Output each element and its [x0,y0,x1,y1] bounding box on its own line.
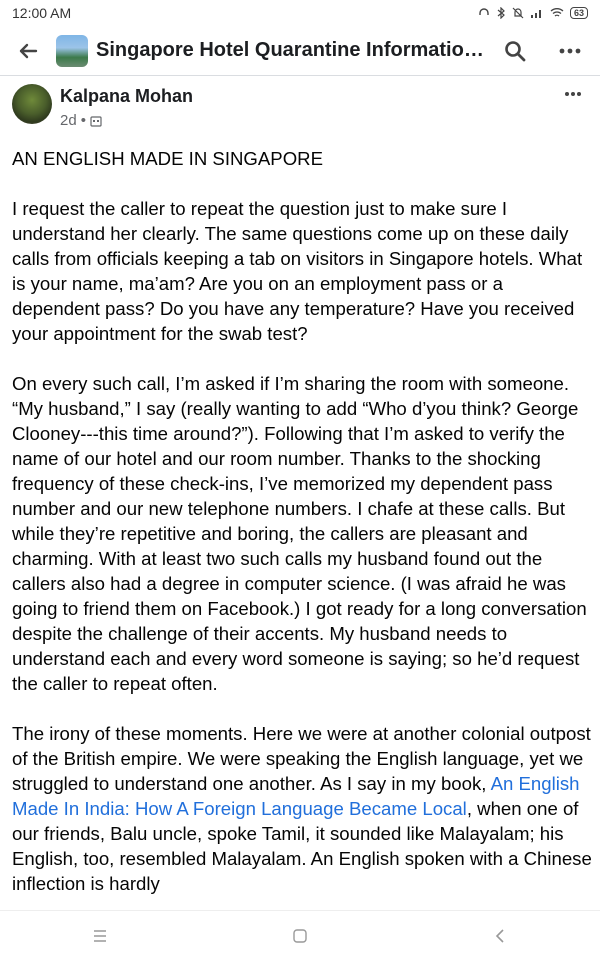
post-author[interactable]: Kalpana Mohan [60,86,194,106]
home-icon [292,928,308,944]
post-header [12,84,588,136]
post-heading: AN ENGLISH MADE IN SINGAPORE [12,148,323,169]
search-icon [504,40,526,62]
signal-icon [530,7,544,19]
back-button[interactable] [0,41,56,61]
back-nav-button[interactable] [470,918,530,954]
group-thumbnail[interactable] [56,35,88,67]
search-button[interactable] [488,40,542,62]
avatar[interactable] [12,84,52,124]
post-paragraph [12,721,592,896]
post-body [12,146,592,921]
menu-nav-button[interactable] [70,918,130,954]
status-time: 12:00 AM [12,5,72,21]
system-nav-bar [0,910,600,960]
post-meta [60,112,102,129]
more-options-button[interactable] [542,48,598,54]
post-paragraph: On every such call, I’m asked if I’m sharing the room with someone. “My husband,” I say (really wanting to add “Who d’you think? George Clooney---this time around?”). Following that I’m asked to verify the name of our hotel and our room number. Thanks to the shocking frequency of these check-ins, I’ve memorized my dependent pass number and our new telephone numbers. I chafe at these calls. But while they’re repetitive and boring, the callers are pleasant and charming. With at least two such calls my husband found out the callers also had a degree in computer science. (I was afraid he was going to friend them on Facebook.) I got ready for a long conversation despite the challenge of their accents. My husband needs to understand each and every word someone is saying; so he’d request the caller to repeat often. [12,373,587,694]
more-dots-icon [559,48,581,54]
wifi-icon [550,7,564,19]
battery-indicator: 63 [570,7,588,19]
book-link[interactable]: An English Made In India: How A Foreign Language Became Local [12,773,580,819]
mute-icon [512,7,524,19]
paragraph-text: , when one of our friends, Balu uncle, spoke Tamil, it sounded like Malayalam; his English, too, resembled Malayalam. An English spoken with a Chinese inflection is hardly [12,798,592,894]
more-dots-icon [564,91,582,97]
meta-separator: • [80,112,86,129]
status-bar [0,0,600,26]
app-bar [0,26,600,76]
post-time[interactable]: 2d [60,112,77,129]
bluetooth-icon [496,7,506,19]
group-privacy-icon [90,115,102,127]
back-arrow-icon [18,41,38,61]
post-paragraph: I request the caller to repeat the question just to make sure I understand her clearly. The same questions come up on these daily calls from officials keeping a tab on visitors in Singapore hotels. What is your name, ma’am? Are you on an employment pass or a dependent pass? Do you have any temperature? Have you received your appointment for the swab test? [12,198,583,344]
back-nav-icon [494,928,506,944]
post-more-button[interactable] [564,84,582,102]
paragraph-text: The irony of these moments. Here we were at another colonial outpost of the British empire. We were speaking the English language, yet we struggled to understand one another. As I say in my book, [12,723,591,794]
group-title[interactable]: Singapore Hotel Quarantine Informatio… [96,39,484,61]
status-icons [478,7,588,19]
home-nav-button[interactable] [270,918,330,954]
menu-icon [92,929,108,943]
headset-icon [478,7,490,19]
